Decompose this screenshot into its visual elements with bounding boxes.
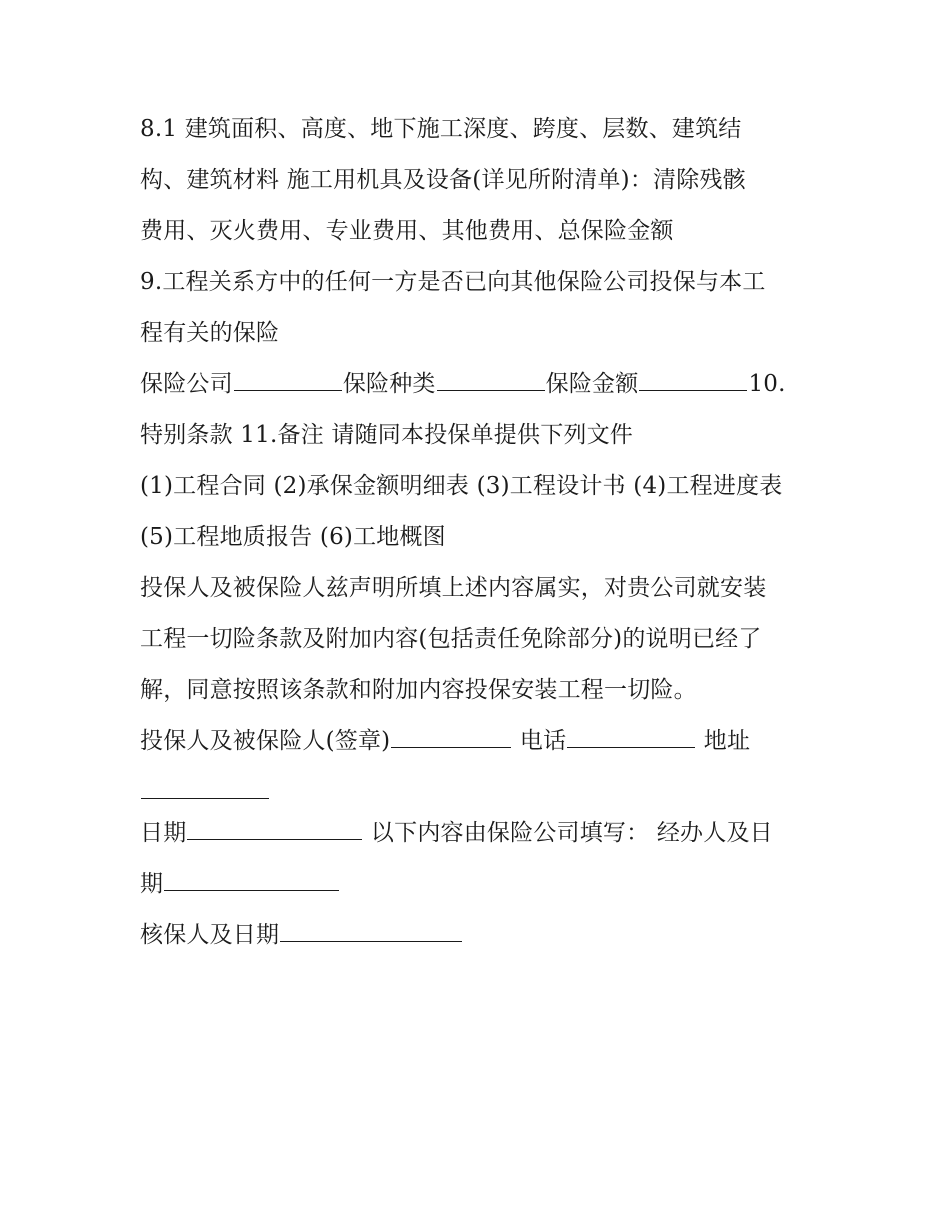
phone-label: 电话 <box>519 728 567 754</box>
insurance-company-label: 保险公司 <box>140 371 233 397</box>
declaration-line: 投保人及被保险人兹声明所填上述内容属实，对贵公司就安装 <box>140 575 767 601</box>
address-label: 地址 <box>703 728 751 754</box>
files-line: (1)工程合同 (2)承保金额明细表 (3)工程设计书 (4)工程进度表 <box>140 473 783 499</box>
underwriter-date-label: 核保人及日期 <box>140 922 280 948</box>
address-blank-line <box>140 778 270 806</box>
text-line: 费用、灭火费用、专业费用、其他费用、总保险金额 <box>140 218 674 244</box>
files-line: (5)工程地质报告 (6)工地概图 <box>140 524 446 550</box>
underwriter-date-blank[interactable] <box>280 921 462 942</box>
insurance-amount-blank[interactable] <box>639 370 747 391</box>
insurance-type-blank[interactable] <box>437 370 545 391</box>
underwriter-line <box>140 921 463 949</box>
handler-date-blank[interactable] <box>164 870 339 891</box>
date-line <box>140 819 773 847</box>
insurer-fill-note: 以下内容由保险公司填写： <box>370 820 650 846</box>
applicant-signature-label: 投保人及被保险人(签章) <box>140 728 391 754</box>
date-blank[interactable] <box>187 819 362 840</box>
declaration-line: 工程一切险条款及附加内容(包括责任免除部分)的说明已经了 <box>140 626 762 652</box>
text-line: 程有关的保险 <box>140 320 280 346</box>
applicant-signature-blank[interactable] <box>391 727 511 748</box>
special-terms-line: 特别条款 11.备注 请随同本投保单提供下列文件 <box>140 422 633 448</box>
insurance-amount-label: 保险金额 <box>545 371 639 397</box>
text-line: 9.工程关系方中的任何一方是否已向其他保险公司投保与本工 <box>140 269 766 295</box>
signature-line <box>140 727 750 755</box>
declaration-line: 解，同意按照该条款和附加内容投保安装工程一切险。 <box>140 677 697 703</box>
insurance-company-blank[interactable] <box>234 370 342 391</box>
phone-blank[interactable] <box>567 727 695 748</box>
handler-date-label-cont: 期 <box>140 871 164 897</box>
date-label: 日期 <box>140 820 187 846</box>
insurance-info-line <box>140 370 786 398</box>
address-blank[interactable] <box>141 778 269 799</box>
handler-date-label: 经办人及日 <box>656 820 773 846</box>
item-number: 10. <box>748 371 786 397</box>
insurance-type-label: 保险种类 <box>342 371 436 397</box>
handler-date-line <box>140 870 340 898</box>
text-line: 8.1 建筑面积、高度、地下施工深度、跨度、层数、建筑结 <box>140 116 742 142</box>
text-line: 构、建筑材料 施工用机具及设备(详见所附清单)：清除残骸 <box>140 167 746 193</box>
